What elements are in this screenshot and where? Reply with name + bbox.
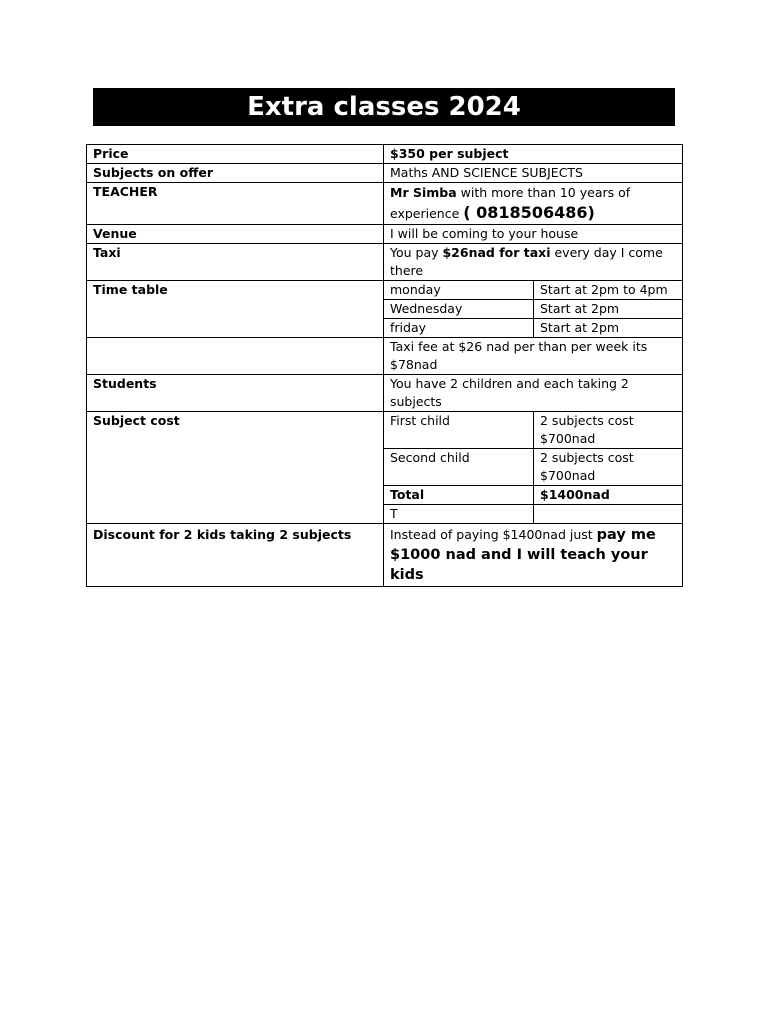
timetable-day: Wednesday (384, 300, 534, 319)
teacher-phone: ( 0818506486) (463, 203, 595, 222)
row-subjects (87, 164, 683, 183)
row-discount (87, 524, 683, 587)
empty-cell (534, 505, 683, 524)
teacher-experience: with more than 10 years of experience (390, 185, 631, 221)
taxi-post: every day I come there (390, 245, 663, 278)
info-table (86, 144, 683, 587)
students-label: Students (87, 375, 384, 412)
total-value: $1400nad (534, 486, 683, 505)
row-taxi (87, 244, 683, 281)
empty-cell (87, 338, 384, 375)
timetable-time: Start at 2pm (534, 300, 683, 319)
extra-note: T (384, 505, 534, 524)
price-label: Price (87, 145, 384, 164)
row-teacher (87, 183, 683, 225)
teacher-label: TEACHER (87, 183, 384, 225)
timetable-day: monday (384, 281, 534, 300)
timetable-label: Time table (87, 281, 384, 338)
timetable-time: Start at 2pm to 4pm (534, 281, 683, 300)
child-cost: 2 subjects cost $700nad (534, 412, 683, 449)
venue-value: I will be coming to your house (384, 225, 683, 244)
price-value: $350 per subject (384, 145, 683, 164)
teacher-name: Mr Simba (390, 185, 457, 200)
row-venue (87, 225, 683, 244)
timetable-time: Start at 2pm (534, 319, 683, 338)
subject-cost-label: Subject cost (87, 412, 384, 524)
child-label: First child (384, 412, 534, 449)
discount-label: Discount for 2 kids taking 2 subjects (87, 524, 384, 587)
child-cost: 2 subjects cost $700nad (534, 449, 683, 486)
venue-label: Venue (87, 225, 384, 244)
taxi-label: Taxi (87, 244, 384, 281)
subjects-value: Maths AND SCIENCE SUBJECTS (384, 164, 683, 183)
students-value: You have 2 children and each taking 2 subjects (384, 375, 683, 412)
taxi-fee-value: Taxi fee at $26 nad per than per week its $78nad (384, 338, 683, 375)
taxi-pre: You pay (390, 245, 443, 260)
row-students (87, 375, 683, 412)
child-label: Second child (384, 449, 534, 486)
discount-pre: Instead of paying $1400nad just (390, 527, 597, 542)
discount-offer: pay me $1000 nad and I will teach your kids (390, 527, 656, 583)
teacher-value (384, 183, 683, 225)
timetable-day: friday (384, 319, 534, 338)
subject-cost-row (87, 412, 683, 449)
total-label: Total (384, 486, 534, 505)
row-taxi-fee (87, 338, 683, 375)
timetable-row (87, 281, 683, 300)
taxi-value (384, 244, 683, 281)
discount-value (384, 524, 683, 587)
taxi-amount: $26nad for taxi (442, 245, 551, 260)
row-price (87, 145, 683, 164)
subjects-label: Subjects on offer (87, 164, 384, 183)
document-title: Extra classes 2024 (93, 88, 675, 126)
